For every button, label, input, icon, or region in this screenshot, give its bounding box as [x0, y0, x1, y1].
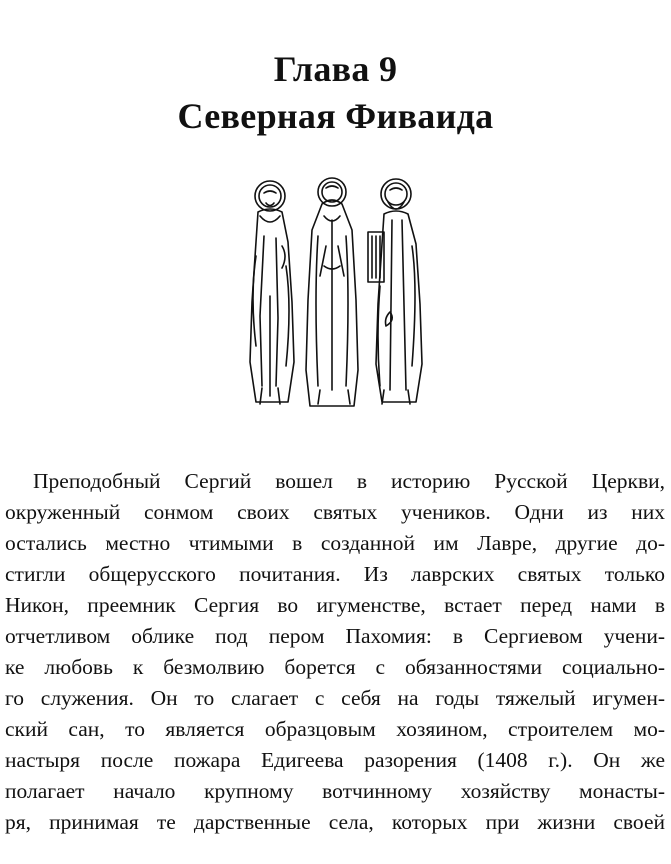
text-line: стигли общерусского почитания. Из лаврских святых только: [5, 562, 665, 586]
chapter-title: Северная Фиваида: [177, 96, 494, 136]
right-saint-figure: [368, 179, 422, 404]
middle-saint-figure: [306, 178, 358, 406]
text-line: отчетливом облике под пером Пахомия: в Сергиевом учени-: [5, 624, 665, 648]
chapter-heading: [0, 46, 671, 140]
three-saints-engraving-icon: [236, 176, 434, 408]
text-line: Никон, преемник Сергия во игуменстве, встает перед нами в: [5, 593, 665, 617]
text-line: ский сан, то является образцовым хозяином, строителем мо-: [5, 717, 665, 741]
chapter-number: Глава 9: [273, 49, 398, 89]
text-line: остались местно чтимыми в созданной им Лавре, другие до-: [5, 531, 665, 555]
text-line: настыря после пожара Едигеева разорения (1408 г.). Он же: [5, 748, 665, 772]
text-line: ря, принимая те дарственные села, которых при жизни своей: [5, 810, 665, 834]
body-paragraph: [5, 466, 665, 838]
text-line: полагает начало крупному вотчинному хозяйству монасты-: [5, 779, 665, 803]
left-saint-figure: [250, 181, 294, 404]
text-line: Преподобный Сергий вошел в историю Русской Церкви,: [33, 469, 665, 493]
text-line: окруженный сонмом своих святых учеников. Одни из них: [5, 500, 665, 524]
text-line: ке любовь к безмолвию борется с обязанностями социально-: [5, 655, 665, 679]
text-line: го служения. Он то слагает с себя на годы тяжелый игумен-: [5, 686, 665, 710]
